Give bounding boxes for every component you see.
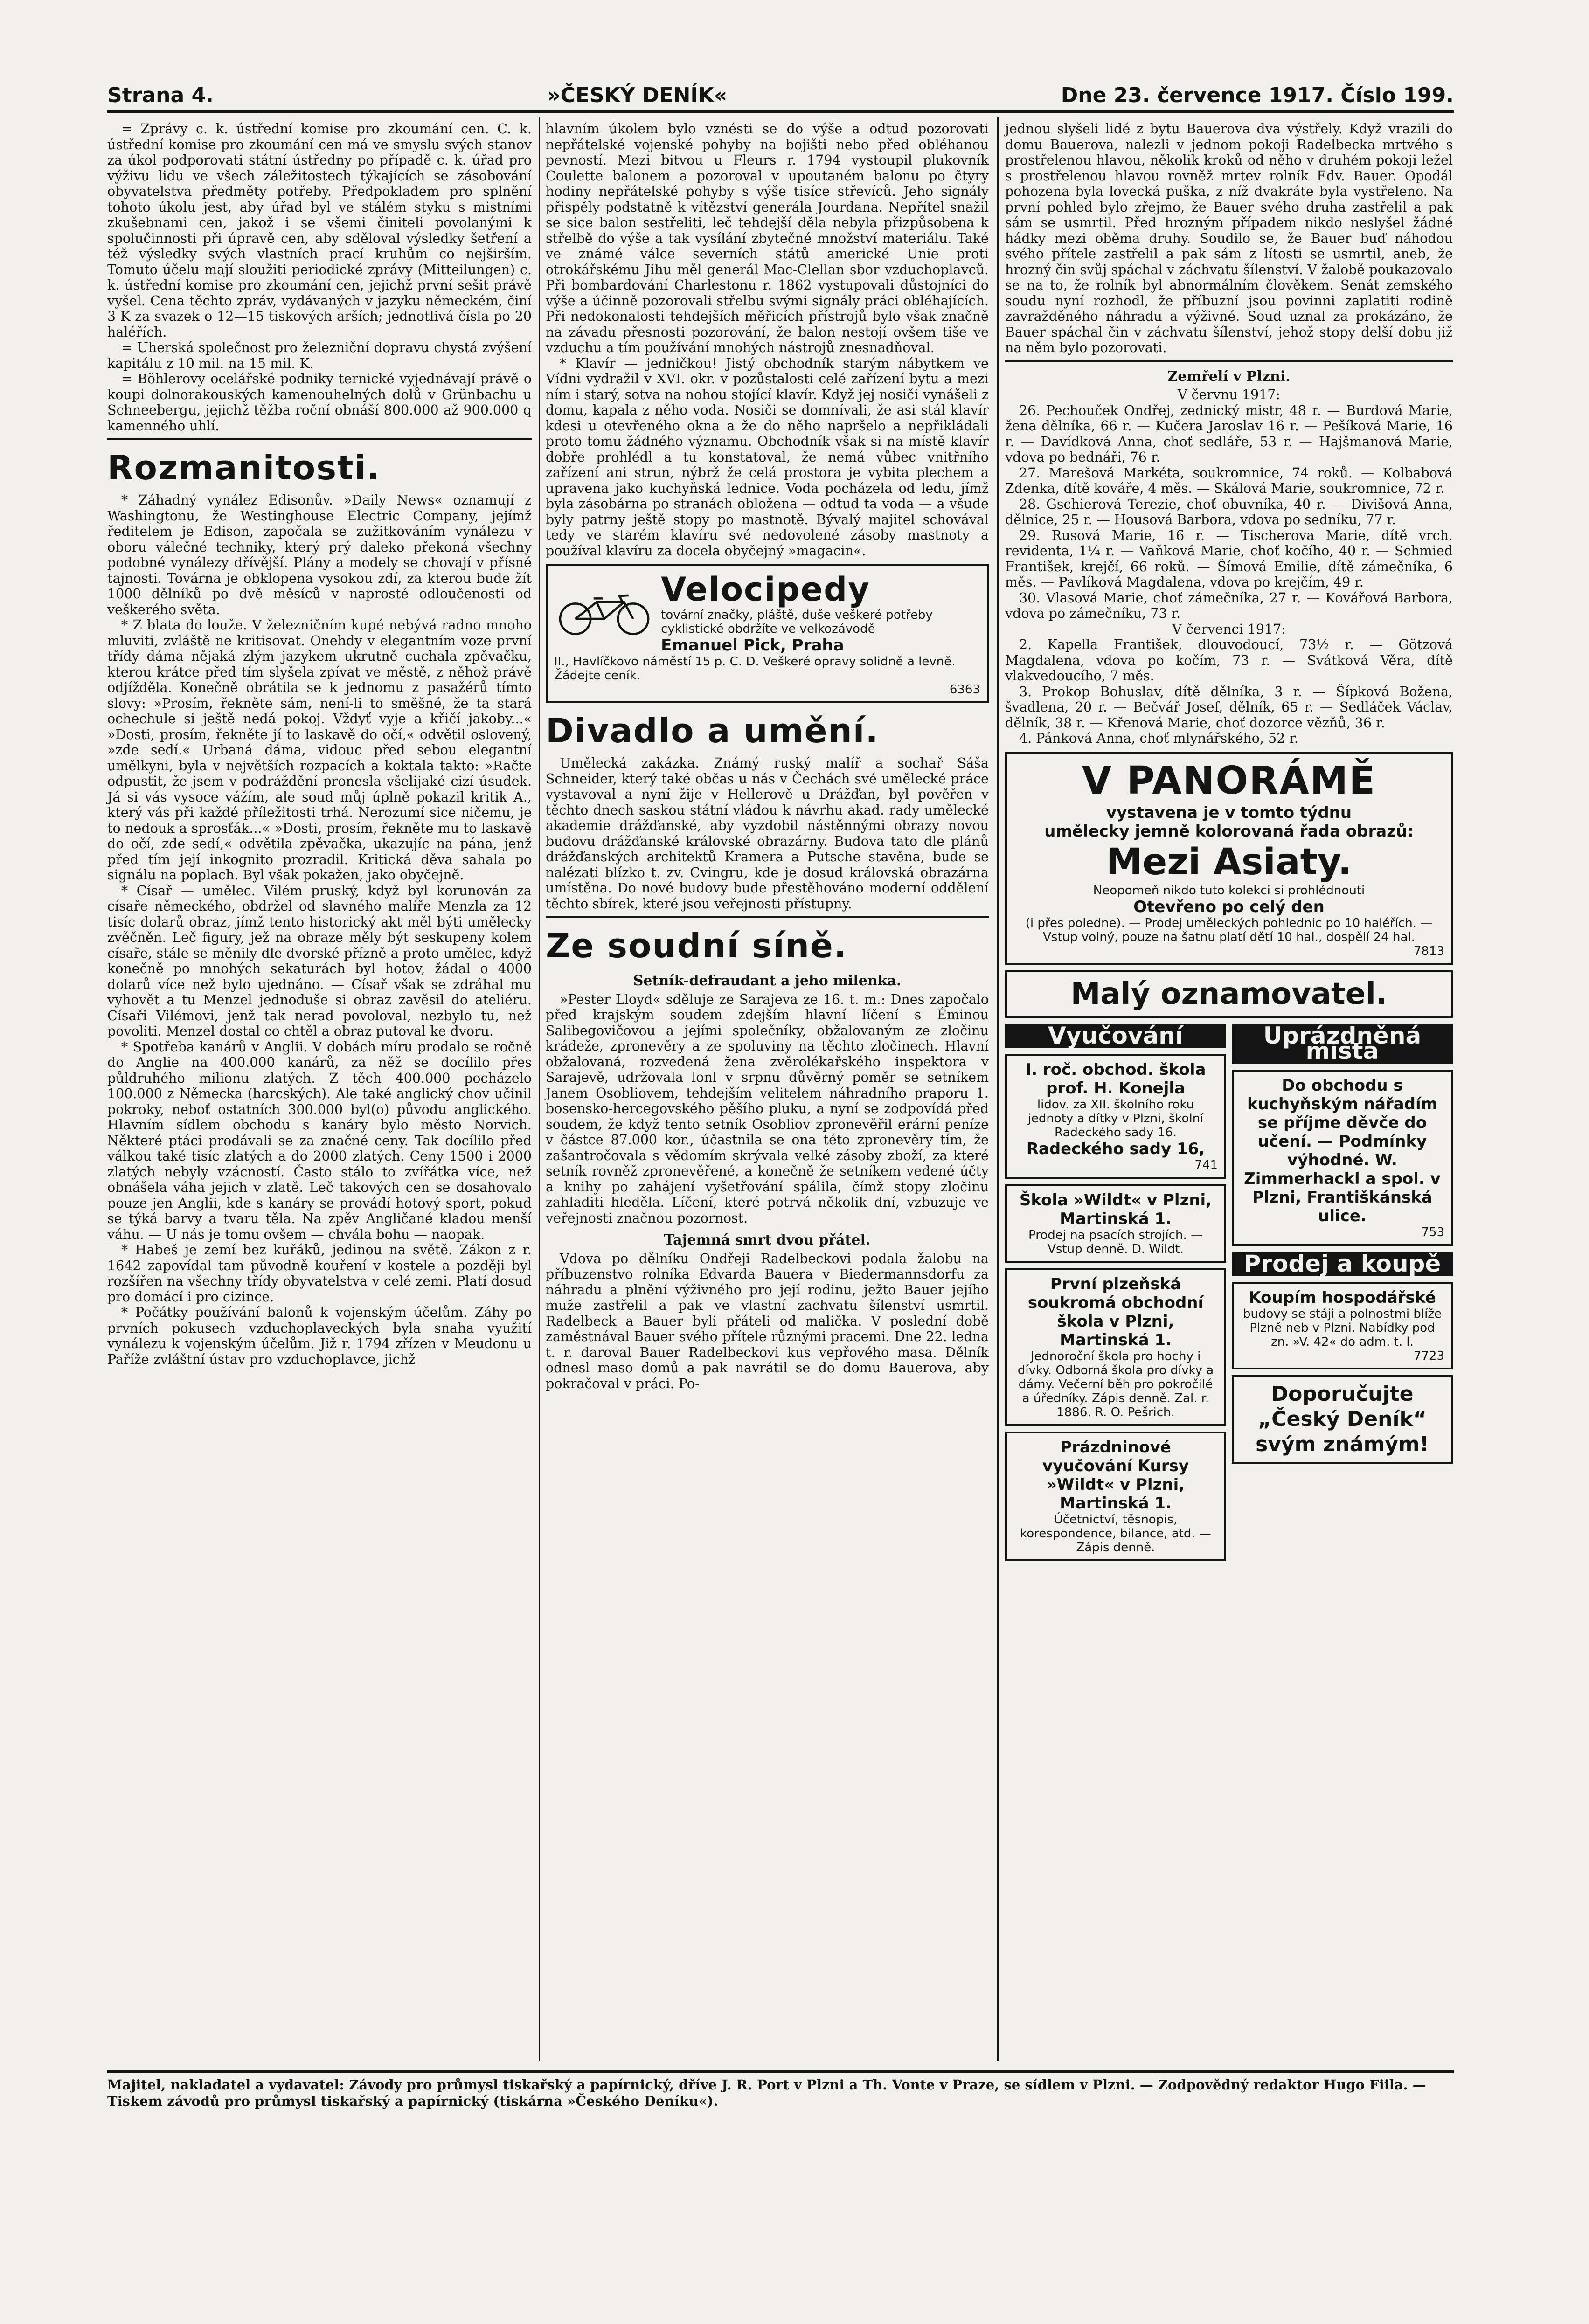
deaths-list: 27. Marešová Markéta, soukromnice, 74 roků. — Kolbabová Zdenka, dítě kováře, 4 měs. — Skálová Marie, soukromnice, 72 r. [1005,465,1453,496]
article-two-friends: Vdova po dělníku Ondřeji Radelbeckovi podala žalobu na příbuzenstvo rolníka Edvarda Bauera v Biedermannsdorfu za náhradu a plnění výživného pro její rodinu, ježto Bauer jejího muže zastřelil a pak ve vlastní zachvatu šílenství usmrtil. Radelbeck a Bauer byli přáteli od malička. V poslední době zaměstnával Bauer svého přítele různými pracemi. Dne 22. ledna t. r. daroval Bauer Radelbeckovi kus vepřového masa. Dělník odnesl maso domů a pak navrátil se do domu Bauerova, aby pokračoval v práci. Po- [546,1251,989,1391]
article-bohler: = Böhlerovy ocelářské podniky ternické vyjednávají právě o koupi dolnorakouských kamenouhelných dolů v Grünbachu u Schneebergu, jejichž těžba roční obnáší 800.000 až 900.000 q kamenného uhlí. [107,371,532,434]
category-buy-sell: Prodej a koupě [1232,1252,1453,1277]
small-ads-grid [1005,1024,1453,1567]
ad-konejl-title: I. roč. obchod. škola prof. H. Konejla [1025,1060,1206,1098]
ad-apprentice [1232,1070,1453,1246]
ad-summer-text: Účetnictví, těsnopis, korespondence, bilance, atd. — Zápis denně. [1020,1513,1211,1555]
ad-panorama-title: V PANORÁMĚ [1082,758,1376,803]
ad-panorama-line: umělecky jemně kolorovaná řada obrazů: [1044,822,1414,841]
ad-panorama [1005,752,1453,965]
section-heading-theatre: Divadlo a umění. [546,711,879,750]
deaths-list: 2. Kapella František, dlouvodoucí, 73½ r. — Götzová Magdalena, vdova po kočím, 73 r. — Svátková Věra, dítě vlakvedoucího, 7 měs. [1005,637,1453,684]
ad-commercial-title: První plzeňská soukromá obchodní škola v Plzni, Martinská 1. [1027,1275,1204,1349]
article-edison: * Záhadný vynález Edisonův. »Daily News« oznamují z Washingtonu, že Westinghouse Electric Company, jejímž ředitelem je Edison, započala se zužitkováním vynálezu v oboru válečné techniky, který prý daleko překoná všechny podobné vynálezy dřívější. Plány a modely se chovají v přísné tajnosti. Továrna je obklopena vysokou zdí, za kterou bude žít 1000 dělníků po dvě měsíců v naprosté odloučenosti od veškerého světa. [107,492,532,617]
section-rule [107,438,532,440]
newspaper-title: »ČESKÝ DENÍK« [547,83,728,107]
column-divider [539,117,540,2061]
ad-buy-number: 7723 [1413,1349,1444,1363]
ad-panorama-hours: Otevřeno po celý den [1133,897,1325,916]
deaths-month-june: V červnu 1917: [1177,387,1281,402]
category-vacancies: Uprázdněná místa [1232,1024,1453,1064]
category-teaching: Vyučování [1005,1024,1226,1049]
ad-commercial-school [1005,1268,1226,1426]
ad-summer-title: Prázdninové vyučování Kursy »Wildt« v Plzni, Martinská 1. [1042,1438,1189,1513]
deaths-month-july: V červenci 1917: [1172,621,1286,637]
ad-commercial-text: Jednoroční škola pro hochy i dívky. Odborná škola pro dívky a dámy. Večerní běh pro pokročilé a úředníky. Zápis denně. Zal. r. 1886. R. O. Pešrich. [1017,1349,1214,1419]
ad-konejl-text: lidov. za XII. školního roku jednoty a dítky v Plzni, školní Radeckého sady 16. [1027,1098,1204,1140]
ad-panorama-number: 7813 [1413,944,1444,958]
article-price-commission: = Zprávy c. k. ústřední komise pro zkoumání cen. C. k. ústřední komise pro zkoumání cen má ve smyslu svých stanov za úkol podporovati státní ústředny po případě c. k. úřad pro výživu lidu ve všech záležitostech týkajících se zásobování obyvatelstva předměty potřeby. Předpokladem pro splnění tohoto úkolu jest, aby úřad byl ve stálém styku s mistními zkušebnami cen, jakož i se všemi činiteli povolanými k spolučinnosti při úpravě cen, aby sděloval výsledky šetření a též výsledky svých vlastních prací kruhům co nejširším. Tomuto účelu mají sloužiti periodické zprávy (Mitteilungen) c. k. ústřední komise pro zkoumání cen, jejichž první sešit právě vyšel. Cena těchto zpráv, vydávaných v jazyku německém, činí 3 K za svazek o 12—15 tiskových arších; jednotlivá čísla po 20 haléřích. [107,121,532,340]
article-train-story: * Z blata do louže. V železničním kupé nebývá radno mnoho mluviti, zvláště ne kritisovat. Onehdy v elegantním voze první třídy dáma nějaká zlým jazykem ukrutně cuchala zpěvačku, kterou krátce před tím slyšela zpívat ve městě, z něhož právě odjížděla. Konečně obrátila se k jednomu z pasažérů tímto slovy: »Prosím, řekněte sám, není-li to směšné, že ta stará ochechule si ještě nedá pokoj. Vždyť vyje a křičí jakoby...« »Dosti, prosím, řekněte jí to laskavě do očí,« odvětil oslovený, »zde sedí.« Urbaná dáma, vidouc před sebou elegantní umělkyni, byla v největších rozpacích a koktala takto: »Račte odpustit, že jsem v podráždění pronesla všelijaké cizí úsudek. Já si vás vysoce vážím, ale soud můj úplně pokazil kritik A., který vás při každé příležitosti trhá. Nerozumí sice ničemu, je to nedouk a sprosťák...« »Dosti, prosím, řekněte mu to laskavě do očí, zde sedí,« odvětila zpěvačka, ukazujíc na pána, jenž před tím její inkognito prozradil. Kritická děva sahala po signálu na poplach. Byl však pokažen, jako obyčejně. [107,617,532,883]
article-canaries: * Spotřeba kanárů v Anglii. V dobách míru prodalo se ročně do Anglie na 400.000 kanárů, za něž se docílilo přes půldruhého milionu zlatých. Z těch 400.000 pocházelo 100.000 z Německa (harcských). Ale také anglický chov učinil pokroky, neboť ostatních 300.000 byl(o) původu anglického. Hlavním sídlem obchodu s kanáry bylo město Norvich. Některé ptáci prodávali se za značné ceny. Tak docílilo před válkou také tisíc zlatých a do 2000 zlatých. Ceny 1500 i 2000 zlatých nebyly vzácností. Často stálo to zvířátka více, než obnášela váha jejich v zlatě. Leč takových cen se dosahovalo pouze jen Anglii, kde s kanáry se provádí hotový sport, pokud se týká barvy a tvaru těla. Na zpěv Angličané kladou menší váhu. — U nás je tomu ovšem — chvála bohu — naopak. [107,1039,532,1242]
ad-buy-title: Koupím hospodářské [1249,1288,1436,1307]
deaths-list: 4. Pánková Anna, choť mlynářského, 52 r. [1019,731,1298,746]
column-1 [107,121,532,1367]
column-2 [546,121,989,1391]
section-rule [546,916,989,918]
imprint-footer: Majitel, nakladatel a vydavatel: Závody pro průmysl tiskařský a papírnický, dříve J. R. Port v Plzni a Th. Vonte v Praze, se sídlem v Plzni. — Zodpovědný redaktor Hugo Fiila. — Tiskem závodů pro průmysl tiskařský a papírnický (tiskárna »Českého Deníku«). [107,2070,1454,2110]
small-ads-banner [1005,970,1453,1018]
article-balloons: * Počátky používání balonů k vojenským účelům. Záhy po prvních pokusech vzduchoplaveckých byla snaha využití vynálezu k vojenským účelům. Již r. 1794 zřízen v Meudonu u Paříže zvláštní ústav pro vzduchoplavce, jichž [107,1305,532,1367]
subheading-captain: Setník-defraudant a jeho milenka. [633,973,902,989]
article-captain: »Pester Lloyd« sděluje ze Sarajeva ze 16. t. m.: Dnes započalo před krajským soudem zdejším hlavní líčení s Éminou Salibegovičovou a jejími společníky, obžalovaným ze zločinu krádeže, zpronevěry a ze spoluviny na těchto zločinech. Hlavní obžalovaná, rozvedená žena zvěrolékařského inspektora v Sarajevě, udržovala lonl v srpnu důvěrný poměr se setníkem Janem Osobliovem, tehdejším velitelem náhradního praporu 1. bosensko-hercegovského pěšího pluku, a nyní se zodpovídá před soudem, že když tento setník Osobliov zpronevěřil erární peníze v částce 87.000 kor., účastnila se ona této zpronevěry tím, že zašantročovala s vědomím skrývala velké zásoby zboží, za které setník rovněž zpronevěřené, a konečně že setníkem vedené účty a knihy po zahájení vyšetřování spálila, čímž stopy zločinu zahladiti hleděla. Líčení, které potrvá několik dní, vzbuzuje ve veřejnosti značnou pozornost. [546,991,989,1226]
ad-velo-text: tovární značky, pláště, duše veškeré potřeby cyklistické obdržíte ve velkozávodě [661,608,933,636]
ad-wildt-school [1005,1184,1226,1263]
deaths-list: 28. Gschierová Terezie, choť obuvníka, 40 r. — Divišová Anna, dělnice, 25 r. — Housová Barbora, vdova po sedníku, 77 r. [1005,496,1453,527]
ad-promo-text: Doporučujte „Český Deník“ svým známým! [1256,1382,1429,1456]
bicycle-icon [554,578,654,648]
deaths-list: 26. Pechouček Ondřej, zednický mistr, 48 r. — Burdová Marie, žena dělníka, 66 r. — Kučera Jaroslav 16 r. — Pešíková Marie, 16 r. — Davídková Anna, choť sedláře, 53 r. — Hajšmanová Marie, vdova po bednáři, 76 r. [1005,402,1453,465]
column-divider [997,117,999,2061]
article-piano: * Klavír — jedničkou! Jistý obchodník starým nábytkem ve Vídni vydražil v XVI. okr. v pozůstalosti celé zařízení bytu a mezi ním i starý, sotva na nohou stojící klavír. Když jej nosiči vynášeli z domu, kapala z něho voda. Nosiči se domnívali, že asi stál klavír kdesi u otevřeného okna a že do něho napršelo a nepřikládali proto tomu žádného významu. Obchodník však si na místě klavír dobře prohlédl a tu konstatoval, že nemá vůbec vnitřního zařízení ani strun, nýbrž že celá prostora je vybita plechem a upravena jako kuchyňská lednice. Voda pocházela od ledu, jímž byla zásobárna po stranách obložena — odtud ta voda — a všude byly patrny ještě stopy po mastnotě. Bývalý majitel schovával tedy ve starém klavíru své nedovolené zásoby mastnoty a používal klavíru za docela obyčejný »magacin«. [546,355,989,559]
subheading-two-friends: Tajemná smrt dvou přátel. [664,1232,871,1248]
article-art-commission: Umělecká zakázka. Známý ruský malíř a sochař Sáša Schneider, který také občas u nás v Čechách své umělecké práce vystavoval a nyní žije v Hellerově u Drážďan, byl pověřen v těchto dnech saskou státní vládou k návrhu akad. rady umělecké akademie drážďanské, aby vyzdobil nástěnnými obrazy novou budovu drážďanské královské obrazárny. Budova tato dle plánů drážďanských architektů Kramera a Putsche stavěna, bude se nalézati blízko t. zv. Cvingru, kde je dosud královská obrazárna umístěna. Do nové budovy bude přestěhováno moderní oddělení těchto sbírek, které jsou veřejnosti přístupny. [546,755,989,912]
section-rule [1005,360,1453,362]
article-hungarian-railway: = Uherská společnost pro železniční dopravu chystá zvýšení kapitálu z 10 mil. na 15 mil. K. [107,340,532,371]
ad-wildt-title: Škola »Wildt« v Plzni, Martinská 1. [1019,1191,1212,1228]
section-heading-court: Ze soudní síně. [546,926,848,965]
ad-promo [1232,1375,1453,1464]
article-emperor-artist: * Císař — umělec. Vilém pruský, když byl korunován za císaře německého, obdržel od slavného malíře Menzla za 12 tisíc dolarů obraz, jímž tento historický akt měl býti umělecky zvěčněn. Leč figury, jež na obraze měly být seskupeny kolem císaře, stále se měnily dle dvorské přízně a proto umělec, když konečně po mnohých sekaturách byl hotov, žádal o 4000 dolarů více než bylo ujednáno. — Císař však se zdráhal mu vyhovět a tu Menzel jednoduše si obraz zavěsil do ateliéru. Císaři Vilémovi, jenž tak nerad povoloval, nezbylo tu, než povoliti. Menzel dostal co chtěl a obraz putoval ke dvoru. [107,883,532,1039]
ad-apprentice-number: 753 [1421,1225,1444,1239]
deaths-title: Zemřelí v Plzni. [1167,368,1291,385]
ad-buy-farm [1232,1282,1453,1370]
page-number: Strana 4. [107,83,214,107]
deaths-list: 29. Rusová Marie, 16 r. — Tischerova Marie, dítě vrch. revidenta, 1¼ r. — Vaňková Marie, choť kočího, 40 r. — Schmied František, krejčí, 66 roků. — Šímová Emilie, dítě zámečníka, 6 měs. — Pavlíková Magdalena, vdova po krejčím, 49 r. [1005,527,1453,590]
ad-summer-courses [1005,1432,1226,1561]
ad-konejl-number: 741 [1194,1158,1218,1172]
ad-panorama-line: Neopomeň nikdo tuto kolekci si prohlédnouti [1093,883,1365,898]
ad-panorama-exhibit: Mezi Asiaty. [1106,841,1352,883]
ad-konejl-school [1005,1054,1226,1179]
deaths-list: 30. Vlasová Marie, choť zámečníka, 27 r. — Kovářová Barbora, vdova po zámečníku, 73 r. [1005,590,1453,621]
ad-panorama-line: vystavena je v tomto týdnu [1106,803,1352,822]
deaths-list: 3. Prokop Bohuslav, dítě dělníka, 3 r. — Šípková Božena, švadlena, 20 r. — Bečvář Josef, dělník, 65 r. — Sedláček Václav, dělník, 38 r. — Křenová Marie, choť dozorce vězňů, 36 r. [1005,684,1453,731]
section-heading-miscellany: Rozmanitosti. [107,448,381,487]
ad-velo-number: 6363 [949,683,980,697]
ad-velo-firm: Emanuel Pick, Praha [661,636,844,655]
article-balloons-cont: hlavním úkolem bylo vznésti se do výše a odtud pozorovati nepřátelské vojenské pohyby na bojišti nebo před obléhanou pevností. Mezi bitvou u Fleurs r. 1794 vystoupil plukovník Coulette balonem a pozoroval v upoutaném balonu po čtyry hodiny nepřátelské pohyby s výše tisíce střevíců. Jeho signály přispěly podstatně k vítězství generála Jourdana. Nepřítel snažil se sice balon sestřeliti, leč tehdejší děla nebyla přizpůsobena k střelbě do výše a tak vysílání zbytečné množství materiálu. Také ve známé válce severních států americké Unie proti otrokářskému Jihu měl generál Mac-Clellan sbor vzduchoplavců. Při bombardování Charlestonu r. 1862 vystupovali důstojníci do výše a účinně pozorovali střelbu svými signály práci obléhajících. Při nedokonalosti tehdejších měřicích přístrojů bylo však značně na závadu přesnosti pozorování, že balon nestojí ovšem tiše ve vzduchu a tím používání mnohých nástrojů znesnadňoval. [546,121,989,355]
small-ads-title: Malý oznamovatel. [1070,976,1388,1011]
ad-buy-text: budovy se stáji a polnostmi blíže Plzně neb v Plzni. Nabídky pod zn. »V. 42« do adm. t. l. [1243,1307,1442,1349]
page-header [107,75,1454,113]
article-abyssinia: * Habeš je zemí bez kuřáků, jedinou na světě. Zákon z r. 1642 zapovídal tam původně kouření v kostele a později byl rozšířen na všechny třídy obyvatelstva v celé zemi. Platí dosud pro domácí i pro cizince. [107,1242,532,1305]
article-two-friends-cont: jednou slyšeli lidé z bytu Bauerova dva výstřely. Když vrazili do domu Bauerova, nalezli v jednom pokoji Radelbecka mrtvého s prostřelenou hlavou, několik kroků od něho v druhém pokoji ležel s prostřelenou hlavou rovněž mrtev rolník Edv. Bauer. Opodál pohozena byla lovecká puška, z níž dvakráte byla vystřeleno. Na první pohled bylo zřejmo, že Bauer svého druha zastřelil a pak sám se usmrtil. Před hrozným případem nikdo neslyšel žádné hádky mezi oběma druhy. Soudilo se, že Bauer buď náhodou svého přítele zastřelil a pak sám z lítosti se usmrtil, aneb, že hrozný čin svůj spáchal v záchvatu šílenství. V žalobě poukazovalo se na to, že rolník byl abnormálním člověkem. Senát zemského soudu nyní rozhodl, že příbuzní jsou povinni zaplatiti rodině zavražděného náhradu a výživné. Soud uznal za prokázáno, že Bauer spáchal čin v záchvatu šílenství, jehož stopy delší dobu již na něm bylo pozorovati. [1005,121,1453,355]
column-3 [1005,121,1453,1567]
ad-konejl-address: Radeckého sady 16, [1026,1140,1205,1158]
ad-apprentice-text: Do obchodu s kuchyňským nářadím se příjme děvče do učení. — Podmínky výhodné. W. Zimmerhackl a spol. v Plzni, Františkánská ulice. [1244,1076,1441,1225]
ad-velocipedes [546,564,989,703]
ad-wildt-text: Prodej na psacích strojích. — Vstup denně. D. Wildt. [1028,1228,1203,1256]
ad-velo-address: II., Havlíčkovo náměstí 15 p. C. D. Veškeré opravy solidně a levně. Žádejte ceník. [554,655,956,683]
ad-panorama-prices: (i přes poledne). — Prodej uměleckých pohlednic po 10 haléřích. — Vstup volný, pouze na šatnu platí dětí 10 hal., dospělí 24 hal. [1025,916,1433,944]
ad-velo-title: Velocipedy [661,570,870,609]
issue-date: Dne 23. července 1917. Číslo 199. [1061,83,1454,107]
